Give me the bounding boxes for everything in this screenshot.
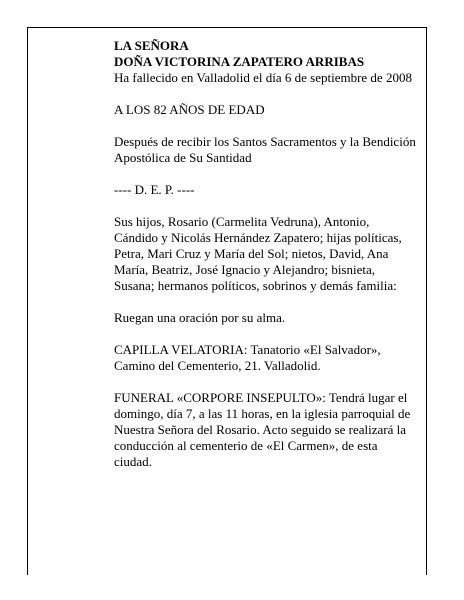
sacraments-text: Después de recibir los Santos Sacramentos y la Bendición Apostólica de Su Santidad [114, 134, 416, 165]
frame-right-border [426, 27, 427, 575]
frame-left-border [27, 27, 28, 575]
frame-top-border [27, 27, 427, 28]
passed-away-text: Ha fallecido en Valladolid el día 6 de septiembre de 2008 [114, 70, 412, 85]
rip-text: ---- D. E. P. ---- [114, 182, 195, 197]
family-text: Sus hijos, Rosario (Carmelita Vedruna), Antonio, Cándido y Nicolás Hernández Zapatero; hijas políticas, Petra, Mari Cruz y María del Sol; nietos, David, Ana María, Beatriz, José Ignacio y Alejandro; bisnieta, Susana; hermanos políticos, sobrinos y demás familia: [114, 214, 402, 293]
chapel-text: CAPILLA VELATORIA: Tanatorio «El Salvador», Camino del Cementerio, 21. Valladolid. [114, 342, 381, 373]
deceased-name: DOÑA VICTORINA ZAPATERO ARRIBAS [114, 54, 365, 69]
funeral-text: FUNERAL «CORPORE INSEPULTO»: Tendrá lugar el domingo, día 7, a las 11 horas, en la iglesia parroquial de Nuestra Señora del Rosario. Acto seguido se realizará la conducción al cementerio de «El Carmen», de esta ciudad. [114, 390, 411, 469]
notice-title: LA SEÑORA [114, 38, 189, 53]
age-text: A LOS 82 AÑOS DE EDAD [114, 102, 265, 117]
obituary-notice [114, 38, 416, 486]
prayer-text: Ruegan una oración por su alma. [114, 310, 286, 325]
